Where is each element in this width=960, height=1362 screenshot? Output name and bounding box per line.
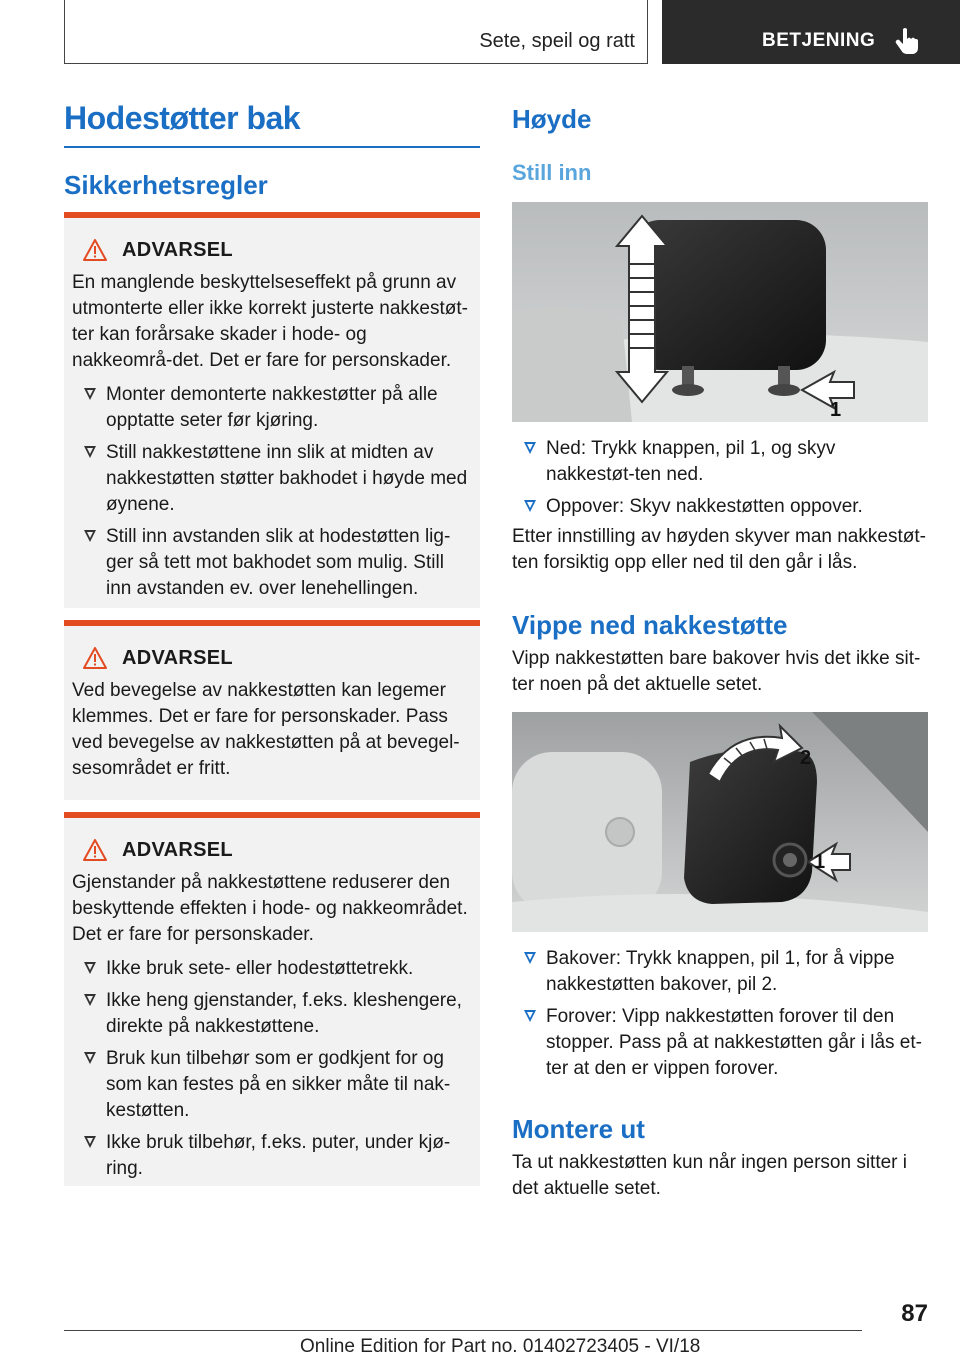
triangle-bullet-icon [84, 1136, 96, 1148]
triangle-bullet-icon [84, 530, 96, 542]
headrest-tilt-illustration [512, 712, 928, 932]
warning-box-1 [64, 212, 480, 608]
footer-edition: Online Edition for Part no. 01402723405 - VI/18 [300, 1336, 701, 1357]
section-subtitle: Sikkerhetsregler [64, 170, 268, 200]
header-section-box [64, 0, 648, 64]
tilt-paragraph: Vipp nakkestøtten bare bakover hvis det ikke sit-ter noen på det aktuelle setet. [512, 648, 921, 695]
figure-headrest-tilt [512, 712, 928, 932]
triangle-bullet-icon [524, 442, 536, 454]
list-item: Monter demonterte nakkestøtter på alle opptatte seter før kjøring. [72, 382, 472, 434]
warning-text: Ved bevegelse av nakkestøtten kan legemer klemmes. Det er fare for personskader. Pass ved bevegelse av nakkestøtten på at bevegel-sesområdet er fritt. [72, 680, 460, 779]
page-title: Hodestøtter bak [64, 100, 301, 136]
warning-bullet-list [72, 382, 472, 602]
list-item: Bakover: Trykk knappen, pil 1, for å vippe nakkestøtten bakover, pil 2. [512, 946, 928, 998]
warning-box-2 [64, 620, 480, 800]
footer-rule [64, 1330, 862, 1331]
figure-label-1: 1 [830, 399, 842, 421]
warning-label: ADVARSEL [122, 838, 233, 861]
triangle-bullet-icon [84, 962, 96, 974]
triangle-bullet-icon [524, 1010, 536, 1022]
warning-triangle-icon [82, 238, 108, 262]
height-instructions-list [512, 436, 928, 526]
list-item: Still inn avstanden slik at hodestøtten lig-ger så tett mot bakhodet som mulig. Still inn avstanden ev. over lenehellingen. [72, 524, 472, 602]
list-item: Bruk kun tilbehør som er godkjent for og som kan festes på en sikker måte til nak-kestøtten. [72, 1046, 472, 1124]
list-item: Ikke bruk sete- eller hodestøttetrekk. [72, 956, 472, 982]
triangle-bullet-icon [524, 952, 536, 964]
warning-text: En manglende beskyttelseseffekt på grunn av utmonterte eller ikke korrekt justerte nakkestøt-ter kan forårsake skader i hode- og nakkeområ-det. Det er fare for personskader. [72, 272, 468, 371]
heading-montere-ut: Montere ut [512, 1114, 645, 1144]
heading-vippe-ned: Vippe ned nakkestøtte [512, 610, 788, 640]
warning-text: Gjenstander på nakkestøttene reduserer den beskyttende effekten i hode- og nakkeområdet. Det er fare for personskader. [72, 872, 468, 945]
triangle-bullet-icon [84, 388, 96, 400]
list-item: Still nakkestøttene inn slik at midten av nakkestøtten støtter bakhodet i høyde med øynene. [72, 440, 472, 518]
headrest-height-illustration [512, 202, 928, 422]
pointing-hand-icon [892, 26, 922, 56]
tilt-instructions-list [512, 946, 928, 1088]
warning-label: ADVARSEL [122, 238, 233, 261]
header-chapter-title: BETJENING [762, 30, 876, 51]
height-paragraph: Etter innstilling av høyden skyver man nakkestøt-ten forsiktig opp eller ned til den går i lås. [512, 526, 926, 573]
triangle-bullet-icon [84, 1052, 96, 1064]
warning-box-3 [64, 812, 480, 1186]
warning-triangle-icon [82, 838, 108, 862]
list-item: Ned: Trykk knappen, pil 1, og skyv nakkestøt-ten ned. [512, 436, 928, 488]
figure-label-1: 1 [814, 851, 826, 873]
figure-label-2: 2 [800, 747, 812, 769]
figure-headrest-height [512, 202, 928, 422]
warning-bullet-list [72, 956, 472, 1182]
list-item: Forover: Vipp nakkestøtten forover til den stopper. Pass på at nakkestøtten går i lås et-ter at den er vippen forover. [512, 1004, 928, 1082]
list-item: Ikke bruk tilbehør, f.eks. puter, under kjø-ring. [72, 1130, 472, 1182]
triangle-bullet-icon [524, 500, 536, 512]
header-chapter-box [662, 0, 960, 64]
heading-hoyde: Høyde [512, 104, 592, 134]
triangle-bullet-icon [84, 994, 96, 1006]
page-number: 87 [901, 1300, 928, 1327]
heading-still-inn: Still inn [512, 160, 592, 185]
warning-label: ADVARSEL [122, 646, 233, 669]
warning-triangle-icon [82, 646, 108, 670]
list-item: Oppover: Skyv nakkestøtten oppover. [512, 494, 928, 520]
title-rule [64, 146, 480, 148]
triangle-bullet-icon [84, 446, 96, 458]
list-item: Ikke heng gjenstander, f.eks. kleshengere, direkte på nakkestøttene. [72, 988, 472, 1040]
header-section-title: Sete, speil og ratt [479, 30, 635, 52]
remove-paragraph: Ta ut nakkestøtten kun når ingen person sitter i det aktuelle setet. [512, 1152, 907, 1199]
